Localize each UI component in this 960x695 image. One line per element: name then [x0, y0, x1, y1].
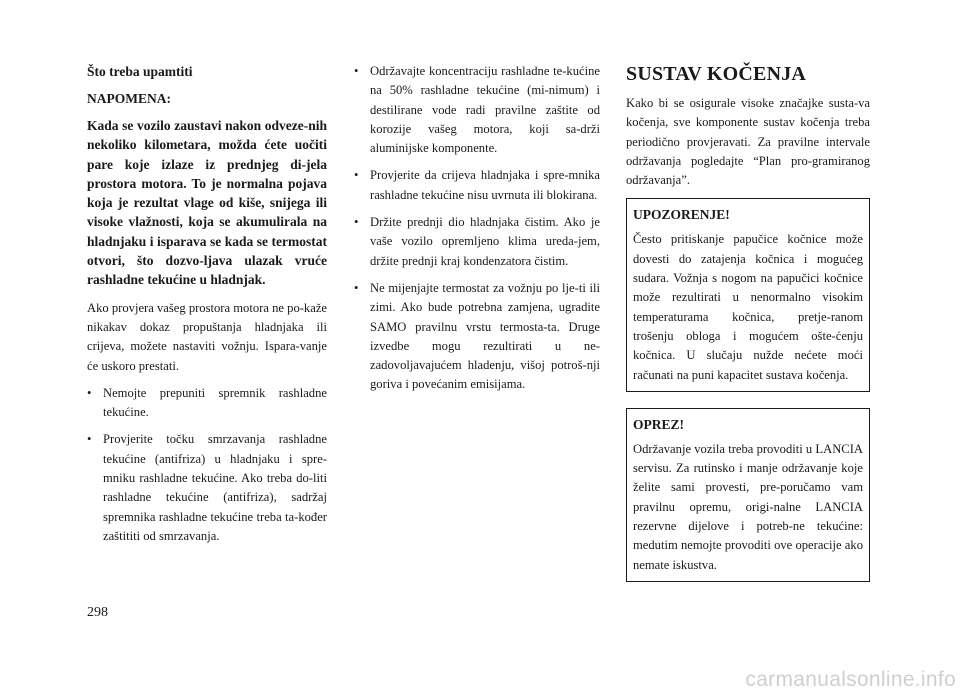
- note-label: NAPOMENA:: [87, 91, 171, 106]
- bullet-icon: •: [87, 385, 92, 400]
- list-item: • Provjerite da crijeva hladnjaka i spre-mnika rashladne tekućine nisu uvrnuta ili blokirana.: [354, 168, 600, 202]
- caution-box: [626, 408, 870, 582]
- warning-title: UPOZORENJE!: [633, 207, 730, 223]
- section-title-brakes: SUSTAV KOČENJA: [626, 63, 807, 85]
- brakes-intro: Kako bi se osigurale visoke značajke susta-va kočenja, sve komponente sustav kočenja treba periodično provjeravati. Za pravilne intervale održavanja pogledajte “Plan pro-gramiranog održavanja”.: [626, 96, 870, 188]
- bullet-icon: •: [354, 280, 359, 295]
- note-text: Kada se vozilo zaustavi nakon odveze-nih nekoliko kilometara, možda ćete uočiti pare koje izlaze iz prednjeg di-jela prostora motora. To je normalna pojava koja je rezultat vlage od kiše, snijega ili visoke vlažnosti, koja se akumulirala na hladnjaku i isparava se kada se termostat otvori, što dozvo-ljava ulazak vruće rashladne tekućine u hladnjak.: [87, 118, 327, 288]
- column-left: [87, 62, 327, 554]
- heading-remember: Što treba upamtiti: [87, 64, 193, 79]
- caution-text: Održavanje vozila treba provoditi u LANCIA servisu. Za rutinsko i manje održavanje koje želite sami provesti, pre-poručamo vam pravilnu opremu, origi-nalne LANCIA rezervne dijelove i potreb-ne tekućine: medutim nemojte provoditi ove operacije ako nemate iskustva.: [633, 441, 863, 572]
- watermark: carmanualsonline.info: [745, 668, 956, 691]
- column-middle: [354, 62, 600, 403]
- list-item: • Održavajte koncentraciju rashladne te-kućine na 50% rashladne tekućine (mi-nimum) i destilirane vode radi pravilne zaštite od korozije vašeg motora, koji sa-drži aluminijske komponente.: [354, 64, 600, 156]
- bullet-list-middle: [354, 62, 600, 395]
- page-number: 298: [87, 605, 108, 620]
- bullet-icon: •: [354, 168, 359, 183]
- caution-title: OPREZ!: [633, 416, 685, 432]
- bullet-icon: •: [354, 64, 359, 78]
- bullet-list-left: [87, 384, 327, 546]
- bullet-icon: •: [354, 215, 359, 230]
- column-right: [626, 62, 870, 582]
- list-item: • Provjerite točku smrzavanja rashladne tekućine (antifriza) u hladnjaku i spre-mniku rashladne tekućine. Ako treba do-liti rashladne tekućine (antifriza), sadržaj spremnika rashladne tekućine treba ta-kođer zaštititi od smrzavanja.: [87, 432, 327, 543]
- list-item: • Držite prednji dio hladnjaka čistim. Ako je vaše vozilo opremljeno klima ureda-jem, držite prednji kraj kondenzatora čistim.: [354, 215, 600, 268]
- list-item: • Nemojte prepuniti spremnik rashladne tekućine.: [87, 385, 327, 420]
- list-item: • Ne mijenjajte termostat za vožnju po lje-ti ili zimi. Ako bude potrebna zamjena, ugradite SAMO pravilnu vrstu termosta-ta. Druge izvedbe mogu rezultirati u ne-zadovoljavajućem hladenju, višoj potroš-nji goriva i povećanim emisijama.: [354, 280, 600, 392]
- warning-text: Često pritiskanje papučice kočnice može dovesti do zatajenja kočnica i mogućeg sudara. Vožnja s nogom na papučici kočnice može rezultirati u nenormalno visokim temperaturama kočnica, pretje-ranom trošenju obloga i mogućem ošte-ćenju kočnica. U slučaju nužde nećete moći računati na puni kapacitet sustava kočenja.: [633, 232, 863, 382]
- paragraph-inspection: Ako provjera vašeg prostora motora ne po-kaže nikakav dokaz propuštanja hladnjaka ili crijeva, možete nastaviti vožnju. Ispara-vanje će uskoro prestati.: [87, 300, 327, 373]
- warning-box: [626, 198, 870, 391]
- bullet-icon: •: [87, 432, 92, 447]
